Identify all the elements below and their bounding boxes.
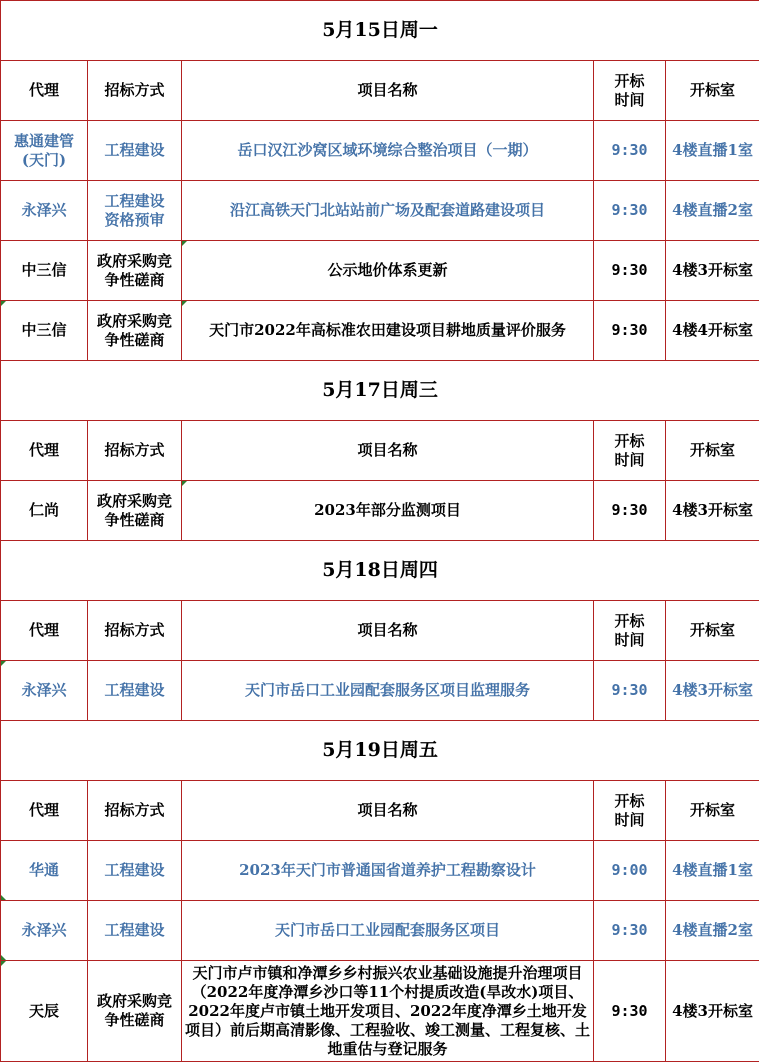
method-cell: 工程建设 [88,661,182,721]
room-cell: 4楼3开标室 [666,661,759,721]
room-cell: 4楼直播1室 [666,121,759,181]
table-row [1,301,759,361]
header-project: 项目名称 [182,781,594,841]
method-cell: 政府采购竞争性磋商 [88,961,182,1062]
header-method: 招标方式 [88,781,182,841]
project-cell: 天门市2022年高标准农田建设项目耕地质量评价服务 [182,301,594,361]
room-cell: 4楼直播1室 [666,841,759,901]
project-cell: 天门市卢市镇和净潭乡乡村振兴农业基础设施提升治理项目（2022年度净潭乡沙口等11个村提质改造(旱改水)项目、2022年度卢市镇土地开发项目、2022年度净潭乡土地开发项目）前后期高清影像、工程验收、竣工测量、工程复核、土地重估与登记服务 [182,961,594,1062]
time-cell: 9:30 [594,121,666,181]
table-row [1,901,759,961]
agent-cell: 中三信 [1,301,88,361]
method-cell: 工程建设资格预审 [88,181,182,241]
method-cell: 政府采购竞争性磋商 [88,241,182,301]
header-row [1,421,759,481]
time-cell: 9:30 [594,901,666,961]
header-row [1,781,759,841]
table-row [1,841,759,901]
table-row [1,181,759,241]
time-cell: 9:00 [594,841,666,901]
method-cell: 工程建设 [88,901,182,961]
project-cell: 公示地价体系更新 [182,241,594,301]
agent-cell: 中三信 [1,241,88,301]
room-cell: 4楼3开标室 [666,241,759,301]
header-room: 开标室 [666,421,759,481]
method-cell: 工程建设 [88,841,182,901]
method-cell: 政府采购竞争性磋商 [88,481,182,541]
project-cell: 天门市岳口工业园配套服务区项目 [182,901,594,961]
header-agent: 代理 [1,61,88,121]
table-row [1,481,759,541]
room-cell: 4楼4开标室 [666,301,759,361]
day-title: 5月18日周四 [1,541,759,601]
time-cell: 9:30 [594,961,666,1062]
method-cell: 工程建设 [88,121,182,181]
time-cell: 9:30 [594,661,666,721]
agent-cell: 永泽兴 [1,181,88,241]
agent-cell: 永泽兴 [1,661,88,721]
room-cell: 4楼3开标室 [666,961,759,1062]
project-cell: 天门市岳口工业园配套服务区项目监理服务 [182,661,594,721]
table-row [1,961,759,1062]
header-agent: 代理 [1,421,88,481]
project-cell: 2023年部分监测项目 [182,481,594,541]
time-cell: 9:30 [594,241,666,301]
table-row [1,661,759,721]
room-cell: 4楼直播2室 [666,181,759,241]
header-method: 招标方式 [88,601,182,661]
header-room: 开标室 [666,61,759,121]
agent-cell: 天辰 [1,961,88,1062]
header-agent: 代理 [1,601,88,661]
header-project: 项目名称 [182,421,594,481]
header-method: 招标方式 [88,61,182,121]
header-time: 开标时间 [594,421,666,481]
agent-cell: 仁尚 [1,481,88,541]
header-row [1,601,759,661]
agent-cell: 华通 [1,841,88,901]
day-title: 5月17日周三 [1,361,759,421]
header-room: 开标室 [666,601,759,661]
day-title: 5月15日周一 [1,1,759,61]
header-agent: 代理 [1,781,88,841]
header-project: 项目名称 [182,601,594,661]
project-cell: 岳口汉江沙窝区域环境综合整治项目（一期） [182,121,594,181]
day-title: 5月19日周五 [1,721,759,781]
project-cell: 沿江高铁天门北站站前广场及配套道路建设项目 [182,181,594,241]
header-time: 开标时间 [594,601,666,661]
header-method: 招标方式 [88,421,182,481]
header-time: 开标时间 [594,781,666,841]
time-cell: 9:30 [594,481,666,541]
time-cell: 9:30 [594,181,666,241]
header-time: 开标时间 [594,61,666,121]
method-cell: 政府采购竞争性磋商 [88,301,182,361]
room-cell: 4楼3开标室 [666,481,759,541]
header-row [1,61,759,121]
table-row [1,121,759,181]
header-room: 开标室 [666,781,759,841]
room-cell: 4楼直播2室 [666,901,759,961]
header-project: 项目名称 [182,61,594,121]
table-row [1,241,759,301]
time-cell: 9:30 [594,301,666,361]
agent-cell: 惠通建管(天门) [1,121,88,181]
project-cell: 2023年天门市普通国省道养护工程勘察设计 [182,841,594,901]
agent-cell: 永泽兴 [1,901,88,961]
